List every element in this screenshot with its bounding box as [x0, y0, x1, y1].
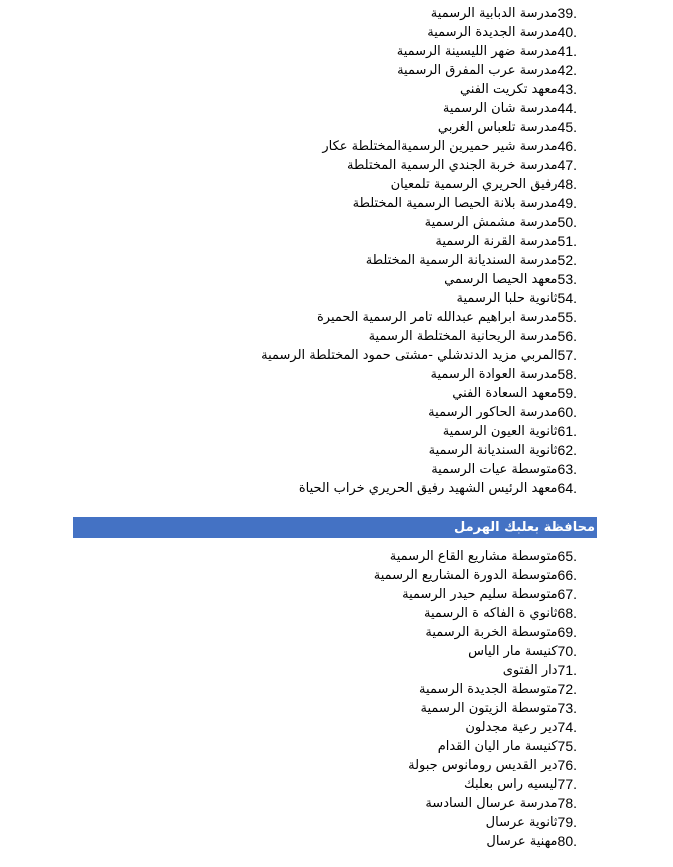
item-name: كنيسة مار الياس	[468, 644, 558, 659]
item-number: 65.	[557, 548, 577, 564]
item-name: متوسطة الخربة الرسمية	[425, 625, 558, 640]
list-item	[57, 661, 577, 680]
list-item	[57, 118, 577, 137]
list-item	[57, 794, 577, 813]
item-number: 79.	[557, 814, 577, 830]
item-number: 45.	[557, 119, 577, 135]
list-item	[57, 23, 577, 42]
item-name: مدرسة خربة الجندي الرسمية المختلطة	[347, 158, 558, 173]
item-number: 53.	[557, 271, 577, 287]
item-number: 63.	[557, 461, 577, 477]
item-name: مدرسة ضهر الليسينة الرسمية	[396, 44, 558, 59]
item-number: 52.	[557, 252, 577, 268]
list-item	[57, 832, 577, 851]
list-item	[57, 213, 577, 232]
item-number: 61.	[557, 423, 577, 439]
list-item	[57, 813, 577, 832]
item-number: 70.	[557, 643, 577, 659]
item-name: ليسيه راس بعلبك	[464, 777, 558, 792]
item-number: 56.	[557, 328, 577, 344]
list-item	[57, 308, 577, 327]
item-number: 42.	[557, 62, 577, 78]
item-number: 62.	[557, 442, 577, 458]
item-number: 69.	[557, 624, 577, 640]
list-item	[57, 4, 577, 23]
list-item	[57, 365, 577, 384]
school-list-baalbek-hermel	[57, 547, 577, 851]
item-name: ثانوية عرسال	[485, 815, 558, 830]
item-name: مدرسة القرنة الرسمية	[435, 234, 558, 249]
list-item	[57, 251, 577, 270]
list-item	[57, 327, 577, 346]
item-number: 39.	[557, 5, 577, 21]
item-name: دار الفتوى	[502, 663, 558, 678]
item-name: مدرسة تلعباس الغربي	[437, 120, 558, 135]
list-item	[57, 194, 577, 213]
item-number: 75.	[557, 738, 577, 754]
item-name: مدرسة الحاكور الرسمية	[428, 405, 558, 420]
list-item	[57, 718, 577, 737]
list-item	[57, 384, 577, 403]
item-name: متوسطة الجديدة الرسمية	[419, 682, 558, 697]
item-name: المربي مزيد الدندشلي -مشتى حمود المختلطة الرسمية	[261, 348, 558, 363]
item-number: 57.	[557, 347, 577, 363]
list-item	[57, 460, 577, 479]
list-item	[57, 756, 577, 775]
list-item	[57, 289, 577, 308]
list-item	[57, 566, 577, 585]
item-number: 74.	[557, 719, 577, 735]
list-item	[57, 270, 577, 289]
item-name: مدرسة بلانة الحيصا الرسمية المختلطة	[352, 196, 558, 211]
item-name: مدرسة العوادة الرسمية	[430, 367, 558, 382]
item-number: 43.	[557, 81, 577, 97]
list-item	[57, 346, 577, 365]
item-name: متوسطة عيات الرسمية	[431, 462, 558, 477]
item-name: متوسطة الدورة المشاريع الرسمية	[373, 568, 558, 583]
list-item	[57, 99, 577, 118]
list-item	[57, 80, 577, 99]
item-number: 60.	[557, 404, 577, 420]
item-number: 40.	[557, 24, 577, 40]
item-name: مدرسة مشمش الرسمية	[424, 215, 558, 230]
item-name: مدرسة عرب المفرق الرسمية	[397, 63, 558, 78]
item-name: معهد تكريت الفني	[459, 82, 558, 97]
item-name: مدرسة شان الرسمية	[442, 101, 558, 116]
item-name: ثانوية حلبا الرسمية	[456, 291, 558, 306]
item-name: ثانوية العيون الرسمية	[442, 424, 558, 439]
item-name: مدرسة السنديانة الرسمية المختلطة	[365, 253, 558, 268]
item-name: معهد الحيصا الرسمي	[444, 272, 558, 287]
list-item	[57, 623, 577, 642]
item-number: 64.	[557, 480, 577, 496]
item-name: مدرسة الجديدة الرسمية	[427, 25, 558, 40]
item-number: 58.	[557, 366, 577, 382]
item-name: ثانوية السنديانة الرسمية	[428, 443, 558, 458]
item-number: 50.	[557, 214, 577, 230]
item-number: 77.	[557, 776, 577, 792]
item-name: مدرسة عرسال السادسة	[425, 796, 558, 811]
item-number: 71.	[557, 662, 577, 678]
item-name: كنيسة مار اليان القدام	[437, 739, 558, 754]
item-number: 44.	[557, 100, 577, 116]
item-name: مهنية عرسال	[486, 834, 558, 849]
list-item	[57, 403, 577, 422]
item-number: 78.	[557, 795, 577, 811]
list-item	[57, 156, 577, 175]
item-name: معهد السعادة الفني	[452, 386, 558, 401]
list-item	[57, 42, 577, 61]
item-number: 46.	[557, 138, 577, 154]
list-item	[57, 61, 577, 80]
list-item	[57, 680, 577, 699]
item-number: 66.	[557, 567, 577, 583]
item-number: 80.	[557, 833, 577, 849]
item-name: ثانوي ة الفاكه ة الرسمية	[423, 606, 558, 621]
item-name: متوسطة سليم حيدر الرسمية	[402, 587, 558, 602]
item-number: 68.	[557, 605, 577, 621]
list-item	[57, 547, 577, 566]
item-name: معهد الرئيس الشهيد رفيق الحريري خراب الحياة	[298, 481, 558, 496]
item-number: 49.	[557, 195, 577, 211]
item-name: متوسطة مشاريع القاع الرسمية	[389, 549, 558, 564]
item-number: 48.	[557, 176, 577, 192]
list-item	[57, 604, 577, 623]
item-name: رفيق الحريري الرسمية تلمعيان	[390, 177, 558, 192]
school-list-north	[57, 4, 577, 498]
item-name: دير رعية مجدلون	[465, 720, 558, 735]
item-name: متوسطة الزيتون الرسمية	[420, 701, 558, 716]
item-number: 54.	[557, 290, 577, 306]
list-item	[57, 422, 577, 441]
item-number: 76.	[557, 757, 577, 773]
item-name: مدرسة ابراهيم عبدالله تامر الرسمية الحميرة	[316, 310, 558, 325]
list-item	[57, 737, 577, 756]
item-number: 73.	[557, 700, 577, 716]
list-item	[57, 585, 577, 604]
list-item	[57, 699, 577, 718]
section-title: محافظة بعلبك الهرمل	[453, 520, 595, 535]
list-item	[57, 775, 577, 794]
list-item	[57, 175, 577, 194]
list-item	[57, 479, 577, 498]
item-name: مدرسة الدبابية الرسمية	[430, 6, 558, 21]
list-item	[57, 441, 577, 460]
item-number: 55.	[557, 309, 577, 325]
item-name: مدرسة الريحانية المختلطة الرسمية	[368, 329, 558, 344]
item-number: 72.	[557, 681, 577, 697]
list-item	[57, 642, 577, 661]
section-header-baalbek-hermel	[73, 517, 597, 538]
item-number: 51.	[557, 233, 577, 249]
item-name: مدرسة شير حميرين الرسميةالمختلطة عكار	[322, 139, 558, 154]
item-number: 59.	[557, 385, 577, 401]
list-item	[57, 232, 577, 251]
list-item	[57, 137, 577, 156]
item-number: 41.	[557, 43, 577, 59]
item-name: دير القديس رومانوس جبولة	[408, 758, 558, 773]
item-number: 47.	[557, 157, 577, 173]
item-number: 67.	[557, 586, 577, 602]
